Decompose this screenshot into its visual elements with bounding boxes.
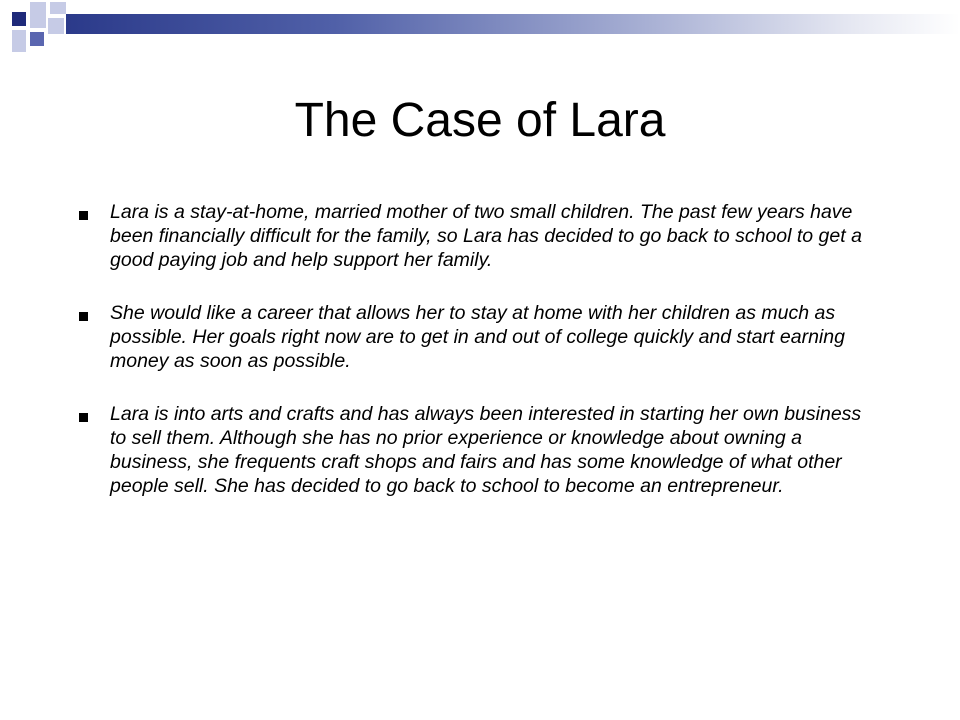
bullet-item <box>76 402 876 498</box>
bullet-list <box>76 200 876 527</box>
square-bullet-icon <box>79 211 88 220</box>
light-square-decoration <box>48 18 64 34</box>
light-square-decoration <box>12 30 26 52</box>
dark-square-decoration <box>12 12 26 26</box>
slide-title: The Case of Lara <box>294 94 666 147</box>
bullet-text: She would like a career that allows her to stay at home with her children as much as possible. Her goals right now are to get in and out of college quickly and start earning money as soon as possible. <box>110 302 845 372</box>
light-square-decoration <box>50 2 66 14</box>
bullet-item <box>76 200 876 272</box>
header-decoration <box>0 0 960 56</box>
bullet-item <box>76 301 876 373</box>
bullet-text: Lara is a stay-at-home, married mother of two small children. The past few years have been financially difficult for the family, so Lara has decided to go back to school to get a good paying job and help support her family. <box>110 201 862 271</box>
square-bullet-icon <box>79 413 88 422</box>
header-gradient-bar <box>66 14 960 34</box>
bullet-text: Lara is into arts and crafts and has always been interested in starting her own business to sell them. Although she has no prior experience or knowledge about owning a business, she frequents craft shops and fairs and has some knowledge of what other people sell. She has decided to go back to school to become an entrepreneur. <box>110 403 862 497</box>
light-square-decoration <box>30 2 46 28</box>
mid-square-decoration <box>30 32 44 46</box>
square-bullet-icon <box>79 312 88 321</box>
